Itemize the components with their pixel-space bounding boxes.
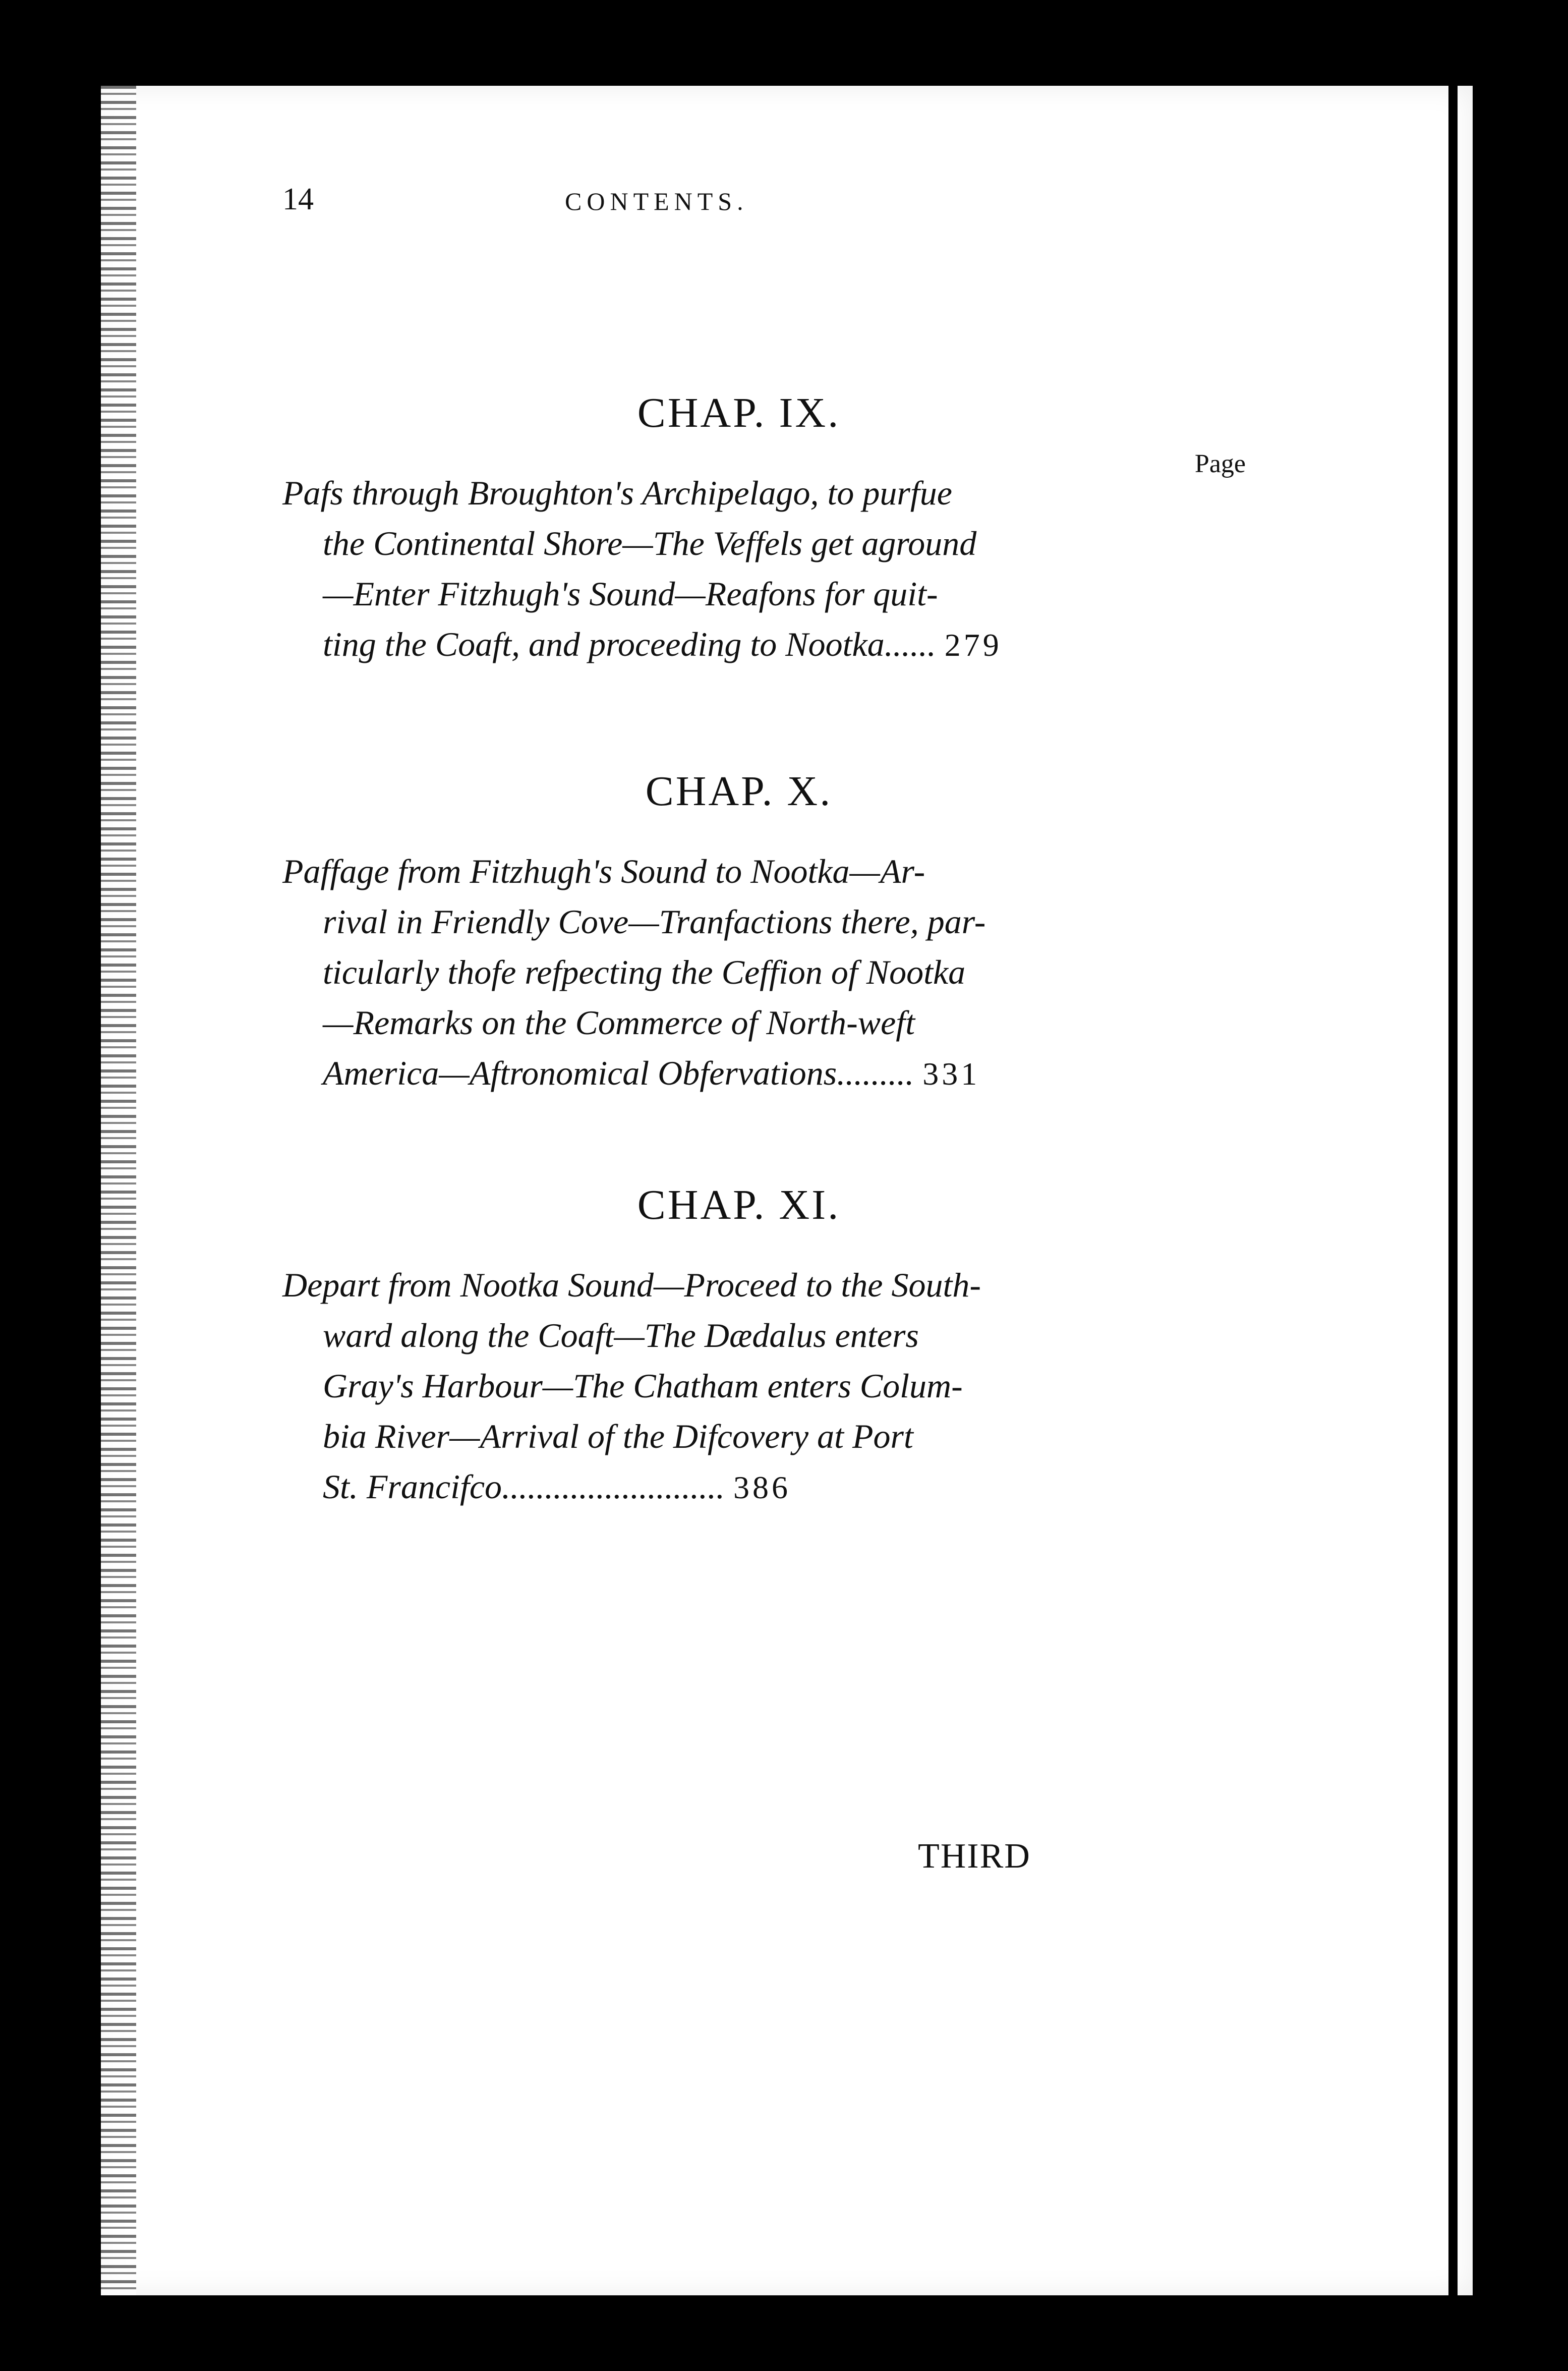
summary-line: —Remarks on the Commerce of North-weft	[323, 1003, 915, 1042]
page-edge-left	[101, 86, 136, 2295]
chapter-xi	[282, 1180, 1215, 1513]
summary-line: the Continental Shore—The Veffels get aground	[323, 524, 977, 562]
summary-line-last	[282, 1048, 1215, 1099]
summary-line: Gray's Harbour—The Chatham enters Colum-	[323, 1367, 963, 1405]
chapter-summary	[282, 846, 1215, 1099]
summary-line-text: America—Aftronomical Obfervations.........	[323, 1054, 914, 1092]
summary-line-text: ting the Coaft, and proceeding to Nootka......	[323, 625, 936, 663]
chapter-summary	[282, 1260, 1215, 1513]
summary-line: Paffage from Fitzhugh's Sound to Nootka—Ar-	[282, 852, 925, 890]
chapter-x	[282, 767, 1215, 1099]
chapter-title: CHAP. X.	[645, 768, 833, 815]
page-header	[282, 182, 1039, 237]
summary-line: —Enter Fitzhugh's Sound—Reafons for quit-	[323, 575, 938, 613]
page-edge-right	[1448, 86, 1458, 2295]
summary-line: ticularly thofe refpecting the Ceffion of Nootka	[323, 953, 966, 991]
summary-line: ward along the Coaft—The Dædalus enters	[323, 1316, 919, 1354]
summary-line: Depart from Nootka Sound—Proceed to the South-	[282, 1266, 981, 1304]
chapter-title: CHAP. IX.	[637, 389, 841, 436]
chapter-title: CHAP. XI.	[637, 1181, 841, 1228]
chapter-ix	[282, 388, 1246, 670]
chapter-summary	[282, 468, 1215, 670]
summary-line: Pafs through Broughton's Archipelago, to purfue	[282, 474, 952, 512]
page-reference: 386	[733, 1470, 791, 1505]
summary-line: bia River—Arrival of the Difcovery at Port	[323, 1417, 913, 1455]
summary-line-last	[282, 1461, 1215, 1513]
running-title: CONTENTS.	[565, 187, 748, 215]
page-reference: 279	[944, 627, 1002, 663]
page-reference: 331	[922, 1056, 980, 1092]
summary-line-text: St. Francifco..........................	[323, 1467, 725, 1506]
catchword: THIRD	[918, 1837, 1031, 1876]
summary-line: rival in Friendly Cove—Tranfactions there, par-	[323, 902, 986, 941]
page-number: 14	[282, 182, 314, 216]
page-column-label: Page	[1194, 449, 1246, 478]
summary-line-last	[282, 619, 1215, 670]
